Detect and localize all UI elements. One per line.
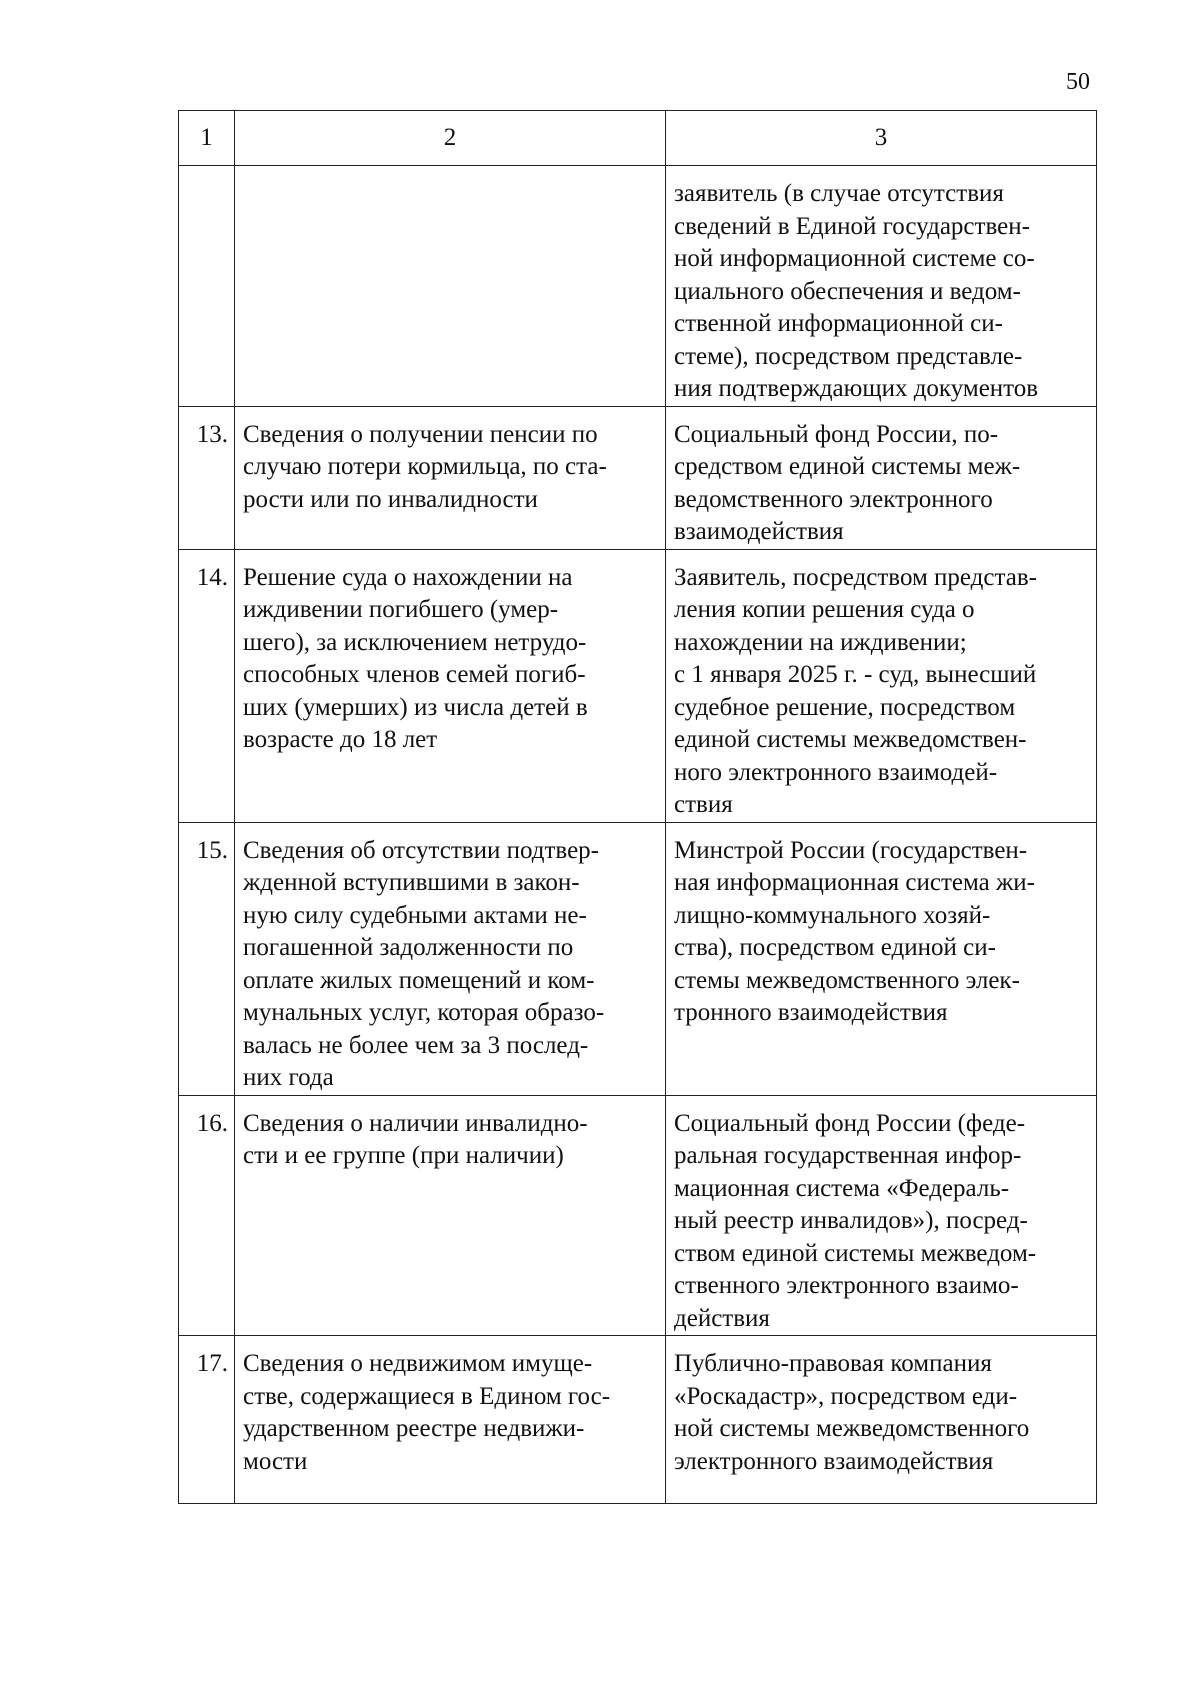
table-row [179, 1336, 1097, 1504]
header-cell-3: 3 [666, 111, 1097, 166]
cell-text-line: ственного электронного взаимо- [674, 1272, 1019, 1299]
cell-text-line: ральная государственная инфор- [674, 1142, 1022, 1169]
row-number-cell: 13. [179, 406, 235, 549]
cell-text-line: ния подтверждающих документов [674, 375, 1039, 402]
cell-text-line: случаю потери кормильца, по ста- [243, 453, 607, 480]
cell-text-line: сведений в Единой государствен- [674, 212, 1030, 240]
document-name-cell [235, 1336, 666, 1504]
cell-text-line: единой системы межведомствен- [674, 726, 1027, 753]
cell-text-line: ствия [674, 791, 733, 818]
cell-text-line: ственной информационной си- [674, 310, 1003, 337]
cell-text-line: ная информационная система жи- [674, 869, 1035, 896]
source-cell [666, 1336, 1097, 1504]
table-row [179, 166, 1097, 407]
cell-text-line: способных членов семей погиб- [243, 661, 586, 688]
cell-text-line: тронного взаимодействия [674, 999, 948, 1026]
cell-text-line: судебное решение, посредством [674, 693, 1016, 721]
cell-text-line: Сведения об отсутствии подтвер- [243, 836, 600, 864]
source-cell [666, 1095, 1097, 1336]
document-name-cell [235, 1095, 666, 1336]
cell-text-line: погашенной задолженности по [243, 934, 574, 961]
cell-text-line: мунальных услуг, которая образо- [243, 999, 605, 1026]
cell-text-line: средством единой системы меж- [674, 453, 1021, 480]
cell-text-line: Заявитель, посредством представ- [674, 563, 1037, 591]
cell-text-line: нахождении на иждивении; [674, 628, 967, 656]
cell-text-line: ную силу судебными актами не- [243, 901, 587, 929]
cell-text-line: электронного взаимодействия [674, 1447, 994, 1475]
cell-text-line: жденной вступившими в закон- [243, 869, 580, 896]
cell-text-line: возрасте до 18 лет [243, 726, 438, 753]
cell-text-line: лищно-коммунального хозяй- [674, 901, 991, 929]
row-number-cell: 17. [179, 1336, 235, 1504]
cell-text-line: Социальный фонд России (феде- [674, 1109, 1026, 1137]
table-row [179, 1095, 1097, 1336]
cell-text-line: ством единой системы межведом- [674, 1239, 1037, 1267]
cell-text-line: Сведения о недвижимом имуще- [243, 1350, 593, 1377]
cell-text-line: заявитель (в случае отсутствия [674, 180, 1004, 207]
source-cell [666, 549, 1097, 822]
cell-text-line: шего), за исключением нетрудо- [243, 628, 587, 656]
table-header-row [179, 111, 1097, 166]
cell-text-line: них года [243, 1064, 334, 1091]
cell-text-line: мационная система «Федераль- [674, 1174, 1010, 1202]
cell-text-line: ного электронного взаимодей- [674, 758, 998, 786]
cell-text-line: ной информационной системе со- [674, 245, 1035, 272]
row-number-cell [179, 166, 235, 407]
document-name-cell [235, 406, 666, 549]
cell-text-line: оплате жилых помещений и ком- [243, 966, 595, 994]
document-name-cell [235, 822, 666, 1095]
page-number: 50 [1066, 69, 1090, 95]
row-number-cell: 14. [179, 549, 235, 822]
table-row [179, 549, 1097, 822]
cell-text-line: ших (умерших) из числа детей в [243, 693, 588, 721]
cell-text-line: ный реестр инвалидов»), посред- [674, 1207, 1028, 1234]
table-row [179, 406, 1097, 549]
cell-text-line: «Роскадастр», посредством еди- [674, 1382, 1018, 1410]
cell-text-line: циального обеспечения и ведом- [674, 277, 1021, 305]
cell-text-line: Социальный фонд России, по- [674, 420, 999, 448]
source-cell [666, 406, 1097, 549]
cell-text-line: валась не более чем за 3 послед- [243, 1031, 589, 1059]
cell-text-line: ведомственного электронного [674, 485, 993, 513]
cell-text-line: мости [243, 1447, 308, 1475]
header-cell-2: 2 [235, 111, 666, 166]
row-number-cell: 16. [179, 1095, 235, 1336]
source-cell [666, 166, 1097, 407]
cell-text-line: действия [674, 1304, 770, 1332]
cell-text-line: иждивении погибшего (умер- [243, 596, 559, 623]
table-body [179, 111, 1097, 1504]
cell-text-line: с 1 января 2025 г. - суд, вынесший [674, 661, 1037, 688]
cell-text-line: взаимодействия [674, 518, 844, 545]
document-name-cell [235, 166, 666, 407]
source-cell [666, 822, 1097, 1095]
cell-text-line: сти и ее группе (при наличии) [243, 1142, 564, 1169]
row-number-cell: 15. [179, 822, 235, 1095]
requirements-table [178, 110, 1097, 1504]
cell-text-line: ударственном реестре недвижи- [243, 1415, 585, 1442]
cell-text-line: стеме), посредством представле- [674, 342, 1023, 370]
header-cell-1: 1 [179, 111, 235, 166]
cell-text-line: Минстрой России (государствен- [674, 836, 1028, 864]
cell-text-line: Сведения о получении пенсии по [243, 420, 598, 448]
cell-text-line: ления копии решения суда о [674, 596, 975, 623]
table-row [179, 822, 1097, 1095]
cell-text-line: ной системы межведомственного [674, 1415, 1030, 1442]
cell-text-line: Сведения о наличии инвалидно- [243, 1109, 588, 1137]
document-name-cell [235, 549, 666, 822]
cell-text-line: стемы межведомственного элек- [674, 966, 1020, 994]
cell-text-line: Решение суда о нахождении на [243, 563, 573, 591]
cell-text-line: стве, содержащиеся в Едином гос- [243, 1382, 611, 1410]
cell-text-line: Публично-правовая компания [674, 1350, 992, 1377]
cell-text-line: ства), посредством единой си- [674, 934, 996, 961]
cell-text-line: рости или по инвалидности [243, 485, 538, 513]
